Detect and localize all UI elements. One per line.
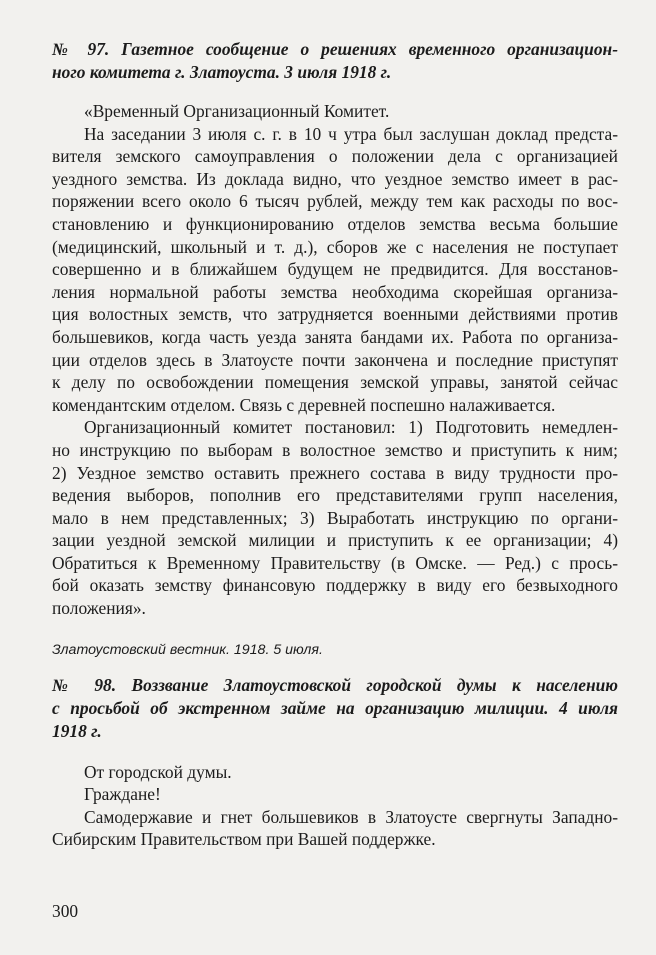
text-line: большевиков, когда часть уезда занята бандами их. Работа по организа- [52,326,618,347]
doc98-heading-line: с просьбой об экстренном займе на организацию милиции. 4 июля [52,697,618,718]
doc98-heading [52,674,618,743]
text-line: комендантским отделом. Связь с деревней поспешно налаживается. [52,394,556,415]
doc97-heading-line: ного комитета г. Златоуста. 3 июля 1918 г. [52,62,392,82]
doc97-source: Златоустовский вестник. 1918. 5 июля. [52,641,323,658]
text-line: (медицинский, школьный и т. д.), сборов же с населения не поступает [52,236,618,257]
text-line: На заседании 3 июля с. г. в 10 ч утра был заслушан доклад предста- [84,123,618,144]
doc98-heading-line: № 98. Воззвание Златоустовской городской думы к населению [52,674,618,695]
doc97-body [52,100,618,620]
doc97-paragraph-1 [52,123,618,417]
text-line: совершенно и в ближайшем будущем не предвидится. Для восстанов- [52,259,618,280]
doc97-paragraph-2 [52,416,618,619]
text-line: ведения выборов, пополнив его представителями групп населения, [52,485,618,506]
text-line: бой оказать земству финансовую поддержку в виду его безвыходного [52,575,618,596]
doc97-heading [52,38,618,84]
doc98-from-line: От городской думы. [84,761,232,782]
text-line: ления нормальной работы земства необходима скорейшая организа- [52,281,618,302]
text-line: Сибирским Правительством при Вашей поддержке. [52,829,436,850]
doc98-body [52,761,618,851]
text-line: становлению и функционированию отделов земства весьма большие [52,213,618,234]
text-line: ция волостных земств, что затрудняется военными действиями против [52,304,618,325]
text-line: но инструкцию по выборам в волостное земство и приступить к ним; [52,439,618,460]
text-line: поряжении всего около 6 тысяч рублей, между тем как расходы по вос- [52,191,618,212]
doc98-citizens-line: Граждане! [84,784,161,805]
text-line: положения». [52,598,146,619]
text-line: Обратиться к Временному Правительству (в Омске. — Ред.) с прось- [52,552,618,573]
page-content [52,38,618,851]
text-line: Самодержавие и гнет большевиков в Златоусте свергнуты Западно- [84,806,618,827]
text-line: ции отделов здесь в Златоусте почти закончена и последние приступят [52,349,618,370]
doc97-heading-line: № 97. Газетное сообщение о решениях временного организацион- [52,39,618,59]
text-line: уездного земства. Из доклада видно, что уездное земство имеет в рас- [52,168,618,189]
text-line: Организационный комитет постановил: 1) Подготовить немедлен- [84,417,618,438]
text-line: вителя земского самоуправления о положении дела с организацией [52,146,618,167]
text-line: 2) Уездное земство оставить прежнего состава в виду трудности про- [52,462,618,483]
text-line: зации уездной земской милиции и приступить к ее организации; 4) [52,530,618,551]
doc97-opening: «Временный Организационный Комитет. [84,101,390,121]
text-line: к делу по освобождении помещения земской управы, занятой сейчас [52,372,618,393]
doc98-heading-line: 1918 г. [52,720,102,741]
page-number: 300 [52,901,79,921]
text-line: мало в нем представленных; 3) Выработать инструкцию по органи- [52,507,618,528]
